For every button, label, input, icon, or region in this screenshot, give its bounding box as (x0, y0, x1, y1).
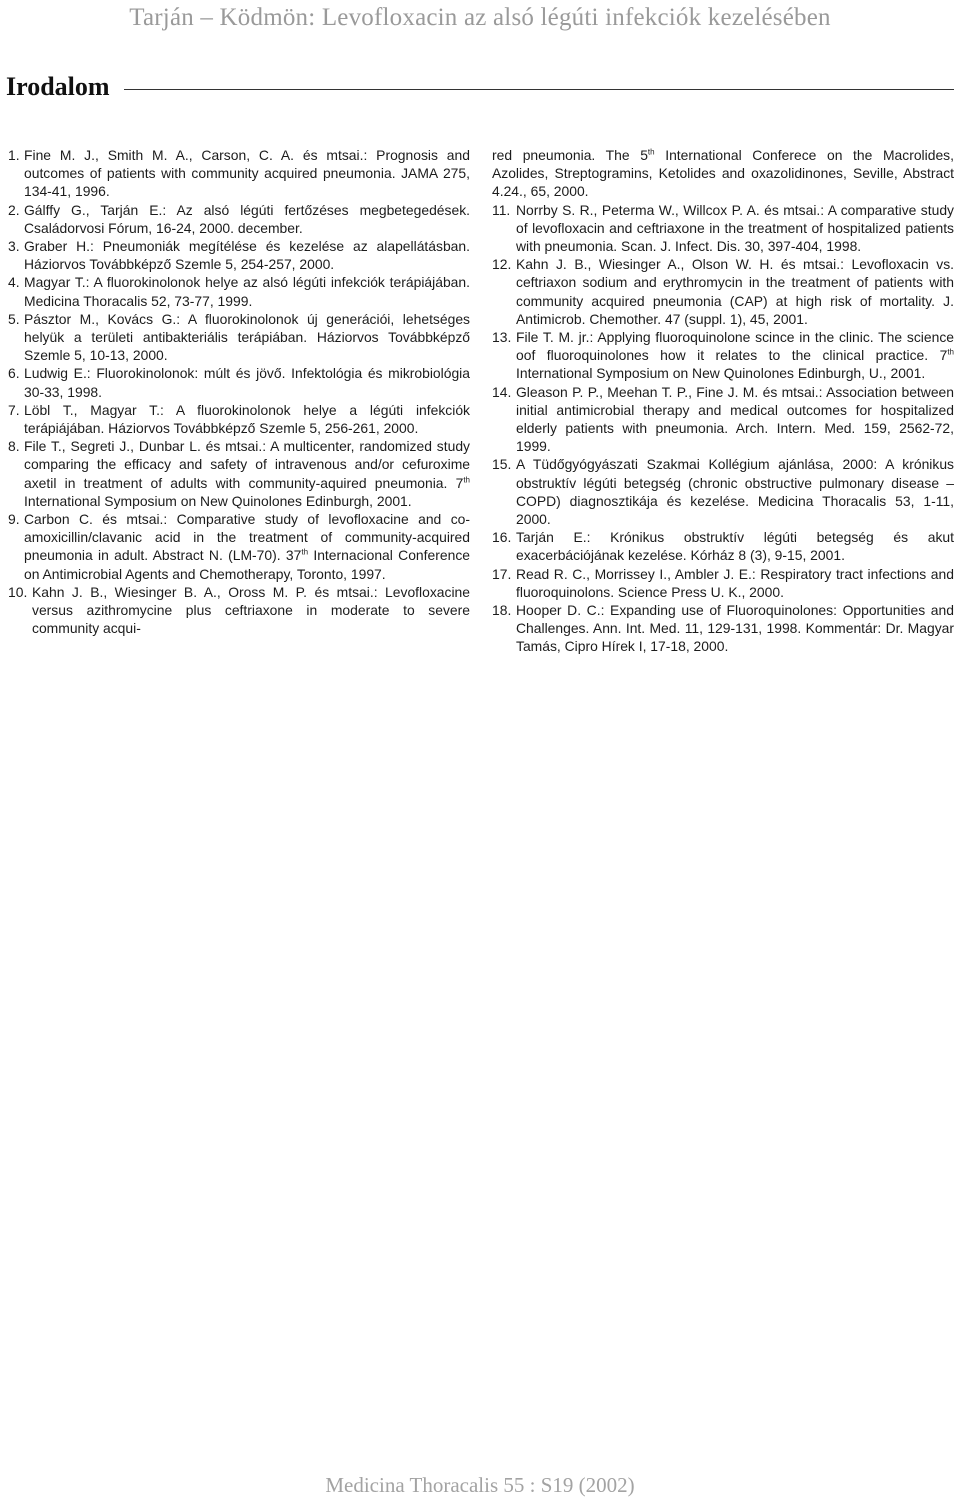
reference-text: Read R. C., Morrissey I., Ambler J. E.: Respiratory tract infections and fluoroquinolons. Science Press U. K., 2000. (516, 565, 954, 600)
reference-text: A Tüdőgyógyászati Szakmai Kollégium ajánlása, 2000: A krónikus obstruktív légúti betegség (chronic obstructive pulmonary disease – COPD) diagnosztikája és kezelése. Medicina Thoracalis 53, 1-11, 2000. (516, 456, 954, 528)
reference-continuation (492, 146, 954, 201)
reference-item (8, 310, 470, 365)
reference-text: Kahn J. B., Wiesinger A., Olson W. H. és mtsai.: Levofloxacin vs. ceftriaxon sodium and erythromycin in the treatment of patients with community acquired pneumonia (CAP) at high risk of mortality. J. Antimicrob. Chemother. 47 (suppl. 1), 45, 2001. (516, 256, 954, 327)
section-title: Irodalom (6, 72, 110, 101)
reference-text: Hooper D. C.: Expanding use of Fluoroquinolones: Opportunities and Challenges. Ann. Int. Med. 11, 129-131, 1998. Kommentár: Dr. Magyar Tamás, Cipro Hírek I, 17-18, 2000. (516, 602, 954, 655)
reference-item (492, 455, 954, 528)
reference-text-part: International Symposium on New Quinolones Edinburgh, U., 2001. (516, 365, 926, 382)
reference-text-part: File T. M. jr.: Applying fluoroquinolone scince in the clinic. The science oof fluoroquinolones how it relates to the clinical practice. 7 (516, 329, 954, 364)
reference-column-right (492, 146, 954, 656)
reference-column-left (8, 146, 470, 637)
reference-number: 15. (492, 456, 512, 473)
reference-text-part: International Conferece on the Macrolides, Azolides, Streptogramins, Ketolides and oxazolidinones, Seville, Abstract 4.24., 65, 2000. (492, 147, 954, 200)
reference-number: 6. (8, 365, 20, 382)
reference-text: Löbl T., Magyar T.: A fluorokinolonok helye a légúti infekciók terápiájában. Háziorvos Továbbképző Szemle 5, 256-261, 2000. (24, 401, 470, 437)
reference-text-part: Internacional Conference on Antimicrobial Agents and Chemotherapy, Toronto, 1997. (24, 547, 470, 582)
reference-item (492, 528, 954, 564)
reference-item (8, 401, 470, 437)
reference-item (8, 583, 470, 638)
reference-number: 5. (8, 310, 20, 327)
section-rule (124, 89, 954, 90)
reference-number: 16. (492, 529, 512, 546)
reference-item (8, 510, 470, 583)
reference-text (24, 510, 470, 583)
reference-item (492, 328, 954, 383)
ordinal-superscript: th (647, 147, 655, 157)
reference-text: Ludwig E.: Fluorokinolonok: múlt és jövő. Infektológia és mikrobiológia 30-33, 1998. (24, 365, 470, 400)
reference-text-part: File T., Segreti J., Dunbar L. és mtsai.: A multicenter, randomized study comparing the efficacy and safety of intravenous and/or cefuroxime axetil in treatment of adults with community-aquired pneumonia. 7 (24, 438, 470, 491)
reference-text: Tarján E.: Krónikus obstruktív légúti betegség és akut exacerbációjának kezelése. Kórház 8 (3), 9-15, 2001. (516, 529, 954, 564)
reference-number: 1. (8, 147, 20, 163)
reference-item (492, 601, 954, 656)
reference-number: 14. (492, 383, 512, 400)
reference-number: 4. (8, 274, 20, 291)
reference-number: 11. (492, 201, 511, 218)
reference-text: Gálffy G., Tarján E.: Az alsó légúti fertőzéses megbetegedések. Családorvosi Fórum, 16-24, 2000. december. (24, 201, 470, 236)
reference-number: 3. (8, 238, 20, 255)
reference-text: Kahn J. B., Wiesinger B. A., Oross M. P. és mtsai.: Levofloxacine versus azithromycine plus ceftriaxone in moderate to severe community acqui- (32, 583, 470, 637)
reference-item (8, 364, 470, 400)
reference-item (492, 255, 954, 328)
reference-item (492, 383, 954, 456)
running-header-title: Tarján – Ködmön: Levofloxacin az alsó légúti infekciók kezelésében (129, 4, 831, 31)
reference-text: Fine M. J., Smith M. A., Carson, C. A. és mtsai.: Prognosis and outcomes of patients with community acquired pneumonia. JAMA 275, 134-41, 1996. (24, 147, 470, 200)
reference-text-part: red pneumonia. The 5 (492, 147, 648, 163)
reference-text: Pásztor M., Kovács G.: A fluorokinolonok új generációi, lehetséges helyük a területi antibakteriális terápiában. Háziorvos Továbbképző Szemle 5, 10-13, 2000. (24, 310, 470, 364)
reference-text (24, 437, 470, 510)
reference-number: 12. (492, 256, 512, 273)
reference-text: Graber H.: Pneumoniák megítélése és kezelése az alapellátásban. Háziorvos Továbbképző Szemle 5, 254-257, 2000. (24, 238, 470, 273)
ordinal-superscript: th (301, 547, 309, 557)
reference-text-part: Carbon C. és mtsai.: Comparative study of levofloxacine and co-amoxicillin/clavanic acid in the treatment of community-acquired pneumonia in adult. Abstract N. (LM-70). 37 (24, 511, 470, 564)
reference-number: 7. (8, 401, 20, 418)
reference-text: Magyar T.: A fluorokinolonok helye az alsó légúti infekciók terápiájában. Medicina Thoracalis 52, 73-77, 1999. (24, 274, 470, 309)
reference-number: 10. (8, 583, 28, 600)
reference-item (8, 146, 470, 201)
reference-text: Norrby S. R., Peterma W., Willcox P. A. és mtsai.: A comparative study of levofloxacin and ceftriaxone in the treatment of hospitalized patients with pneumonia. Scan. J. Infect. Dis. 30, 397-404, 1998. (516, 201, 954, 255)
reference-item (8, 201, 470, 237)
reference-number: 9. (8, 511, 20, 528)
section-heading-row (6, 70, 954, 104)
reference-number: 8. (8, 438, 20, 455)
reference-item (8, 273, 470, 309)
ordinal-superscript: th (947, 347, 954, 357)
reference-text: Gleason P. P., Meehan T. P., Fine J. M. és mtsai.: Association between initial antimicrobial therapy and medical outcomes for hospitalized elderly patients with pneumonia. Arch. Intern. Med. 159, 2562-72, 1999. (516, 383, 954, 455)
ordinal-superscript: th (463, 475, 470, 485)
reference-item (492, 565, 954, 601)
reference-item (8, 437, 470, 510)
reference-number: 2. (8, 201, 20, 218)
journal-footer: Medicina Thoracalis 55 : S19 (2002) (325, 1473, 635, 1497)
reference-text (516, 328, 954, 383)
reference-item (8, 237, 470, 273)
reference-item (492, 201, 954, 256)
reference-number: 13. (492, 329, 512, 346)
reference-number: 17. (492, 565, 512, 582)
reference-text-part: International Symposium on New Quinolones Edinburgh, 2001. (24, 492, 412, 509)
reference-number: 18. (492, 602, 512, 619)
